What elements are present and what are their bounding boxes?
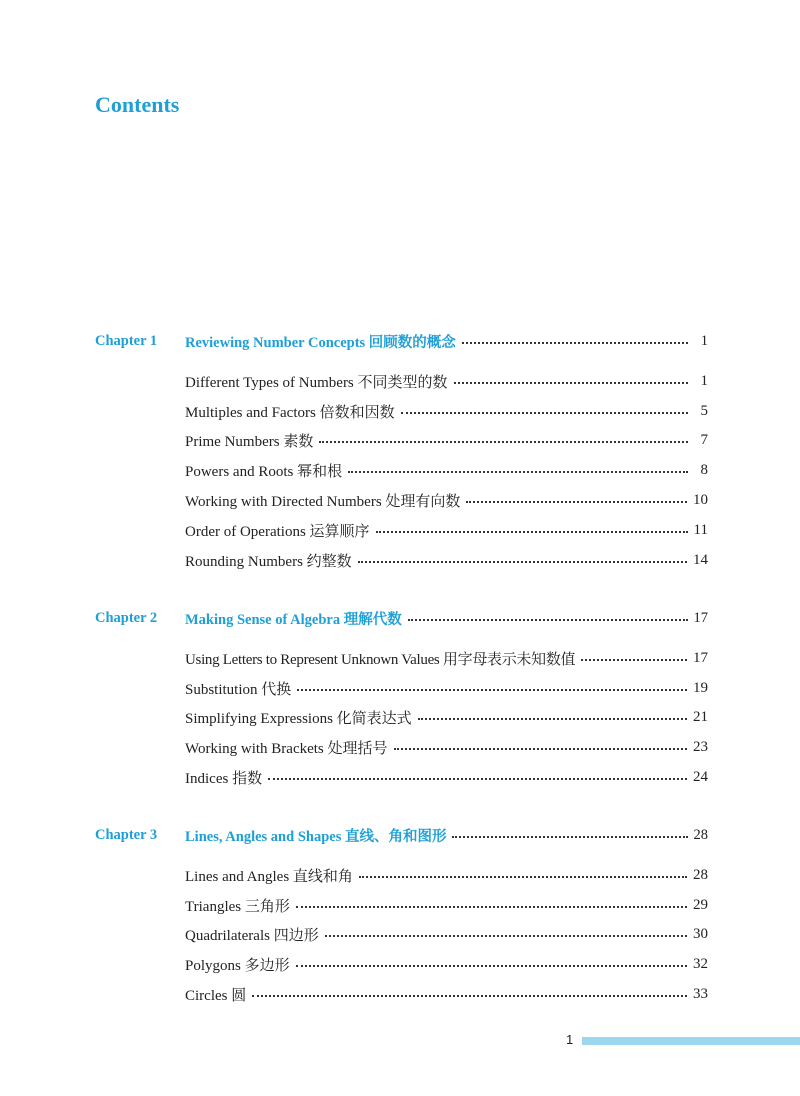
footer-page-number: 1 — [566, 1032, 574, 1047]
page-number: 17 — [693, 609, 708, 626]
chapter-number: Chapter 3 — [95, 826, 158, 843]
page-number: 28 — [693, 866, 708, 883]
section-title: Order of Operations 运算顺序 — [185, 523, 370, 540]
toc-entry[interactable] — [185, 488, 708, 512]
page-number: 5 — [700, 402, 708, 419]
toc-entry[interactable] — [185, 893, 708, 917]
dot-leader — [462, 342, 688, 344]
section-title: Multiples and Factors 倍数和因数 — [185, 404, 395, 421]
dot-leader — [454, 382, 688, 384]
toc-entry[interactable] — [185, 735, 708, 759]
section-title: Triangles 三角形 — [185, 898, 290, 915]
toc-entry[interactable] — [185, 952, 708, 976]
page-title: Contents — [95, 92, 180, 117]
page-number: 32 — [693, 955, 708, 972]
chapter-3-row[interactable] — [95, 823, 708, 847]
page-number: 21 — [693, 708, 708, 725]
dot-leader — [296, 906, 687, 908]
toc-entry[interactable] — [185, 399, 708, 423]
chapter-1-row[interactable] — [95, 329, 708, 353]
page-number: 30 — [693, 925, 708, 942]
toc-entry[interactable] — [185, 428, 708, 452]
section-title: Simplifying Expressions 化简表达式 — [185, 710, 412, 727]
dot-leader — [408, 619, 688, 621]
section-title: Circles 圆 — [185, 987, 247, 1004]
page-number: 11 — [693, 521, 708, 538]
chapter-title: Reviewing Number Concepts 回顾数的概念 — [185, 334, 456, 351]
toc-entry[interactable] — [185, 518, 708, 542]
page-number: 8 — [700, 461, 708, 478]
dot-leader — [348, 471, 688, 473]
footer-accent-bar — [582, 1037, 800, 1045]
dot-leader — [252, 995, 687, 997]
section-title: Working with Directed Numbers 处理有向数 — [185, 493, 461, 510]
toc-entry[interactable] — [185, 369, 708, 393]
section-title: Substitution 代换 — [185, 681, 292, 698]
dot-leader — [358, 561, 687, 563]
dot-leader — [325, 935, 687, 937]
toc-entry[interactable] — [185, 676, 708, 700]
page-number: 17 — [693, 649, 708, 666]
chapter-title: Lines, Angles and Shapes 直线、角和图形 — [185, 828, 447, 845]
page-number: 19 — [693, 679, 708, 696]
toc-entry[interactable] — [185, 922, 708, 946]
section-title: Polygons 多边形 — [185, 957, 290, 974]
dot-leader — [394, 748, 687, 750]
toc-entry[interactable] — [185, 863, 708, 887]
section-title: Indices 指数 — [185, 770, 263, 787]
page-number: 29 — [693, 896, 708, 913]
dot-leader — [268, 778, 687, 780]
dot-leader — [297, 689, 687, 691]
page-number: 28 — [693, 826, 708, 843]
section-title: Rounding Numbers 约整数 — [185, 553, 352, 570]
section-title: Prime Numbers 素数 — [185, 433, 314, 450]
dot-leader — [466, 501, 687, 503]
chapter-title: Making Sense of Algebra 理解代数 — [185, 611, 402, 628]
chapter-number: Chapter 2 — [95, 609, 158, 626]
section-title: Quadrilaterals 四边形 — [185, 927, 319, 944]
dot-leader — [452, 836, 687, 838]
page-number: 10 — [693, 491, 708, 508]
chapter-number: Chapter 1 — [95, 332, 158, 349]
dot-leader — [296, 965, 687, 967]
page-number: 33 — [693, 985, 708, 1002]
toc-entry[interactable] — [185, 765, 708, 789]
dot-leader — [581, 659, 687, 661]
section-title: Different Types of Numbers 不同类型的数 — [185, 374, 448, 391]
toc-entry[interactable] — [185, 982, 708, 1006]
section-title: Powers and Roots 幂和根 — [185, 463, 343, 480]
section-title: Lines and Angles 直线和角 — [185, 868, 353, 885]
toc-entry[interactable] — [185, 705, 708, 729]
page-number: 1 — [700, 332, 708, 349]
page-number: 14 — [693, 551, 708, 568]
dot-leader — [418, 718, 687, 720]
dot-leader — [319, 441, 688, 443]
toc-entry[interactable] — [185, 548, 708, 572]
page-number: 23 — [693, 738, 708, 755]
chapter-2-row[interactable] — [95, 606, 708, 630]
toc-entry[interactable] — [185, 458, 708, 482]
section-title: Working with Brackets 处理括号 — [185, 740, 388, 757]
dot-leader — [376, 531, 688, 533]
page-number: 24 — [693, 768, 708, 785]
section-title: Using Letters to Represent Unknown Values 用字母表示未知数值 — [185, 651, 576, 668]
dot-leader — [359, 876, 687, 878]
toc-entry[interactable] — [185, 646, 708, 670]
dot-leader — [401, 412, 688, 414]
page-number: 1 — [700, 372, 708, 389]
page-number: 7 — [700, 431, 708, 448]
